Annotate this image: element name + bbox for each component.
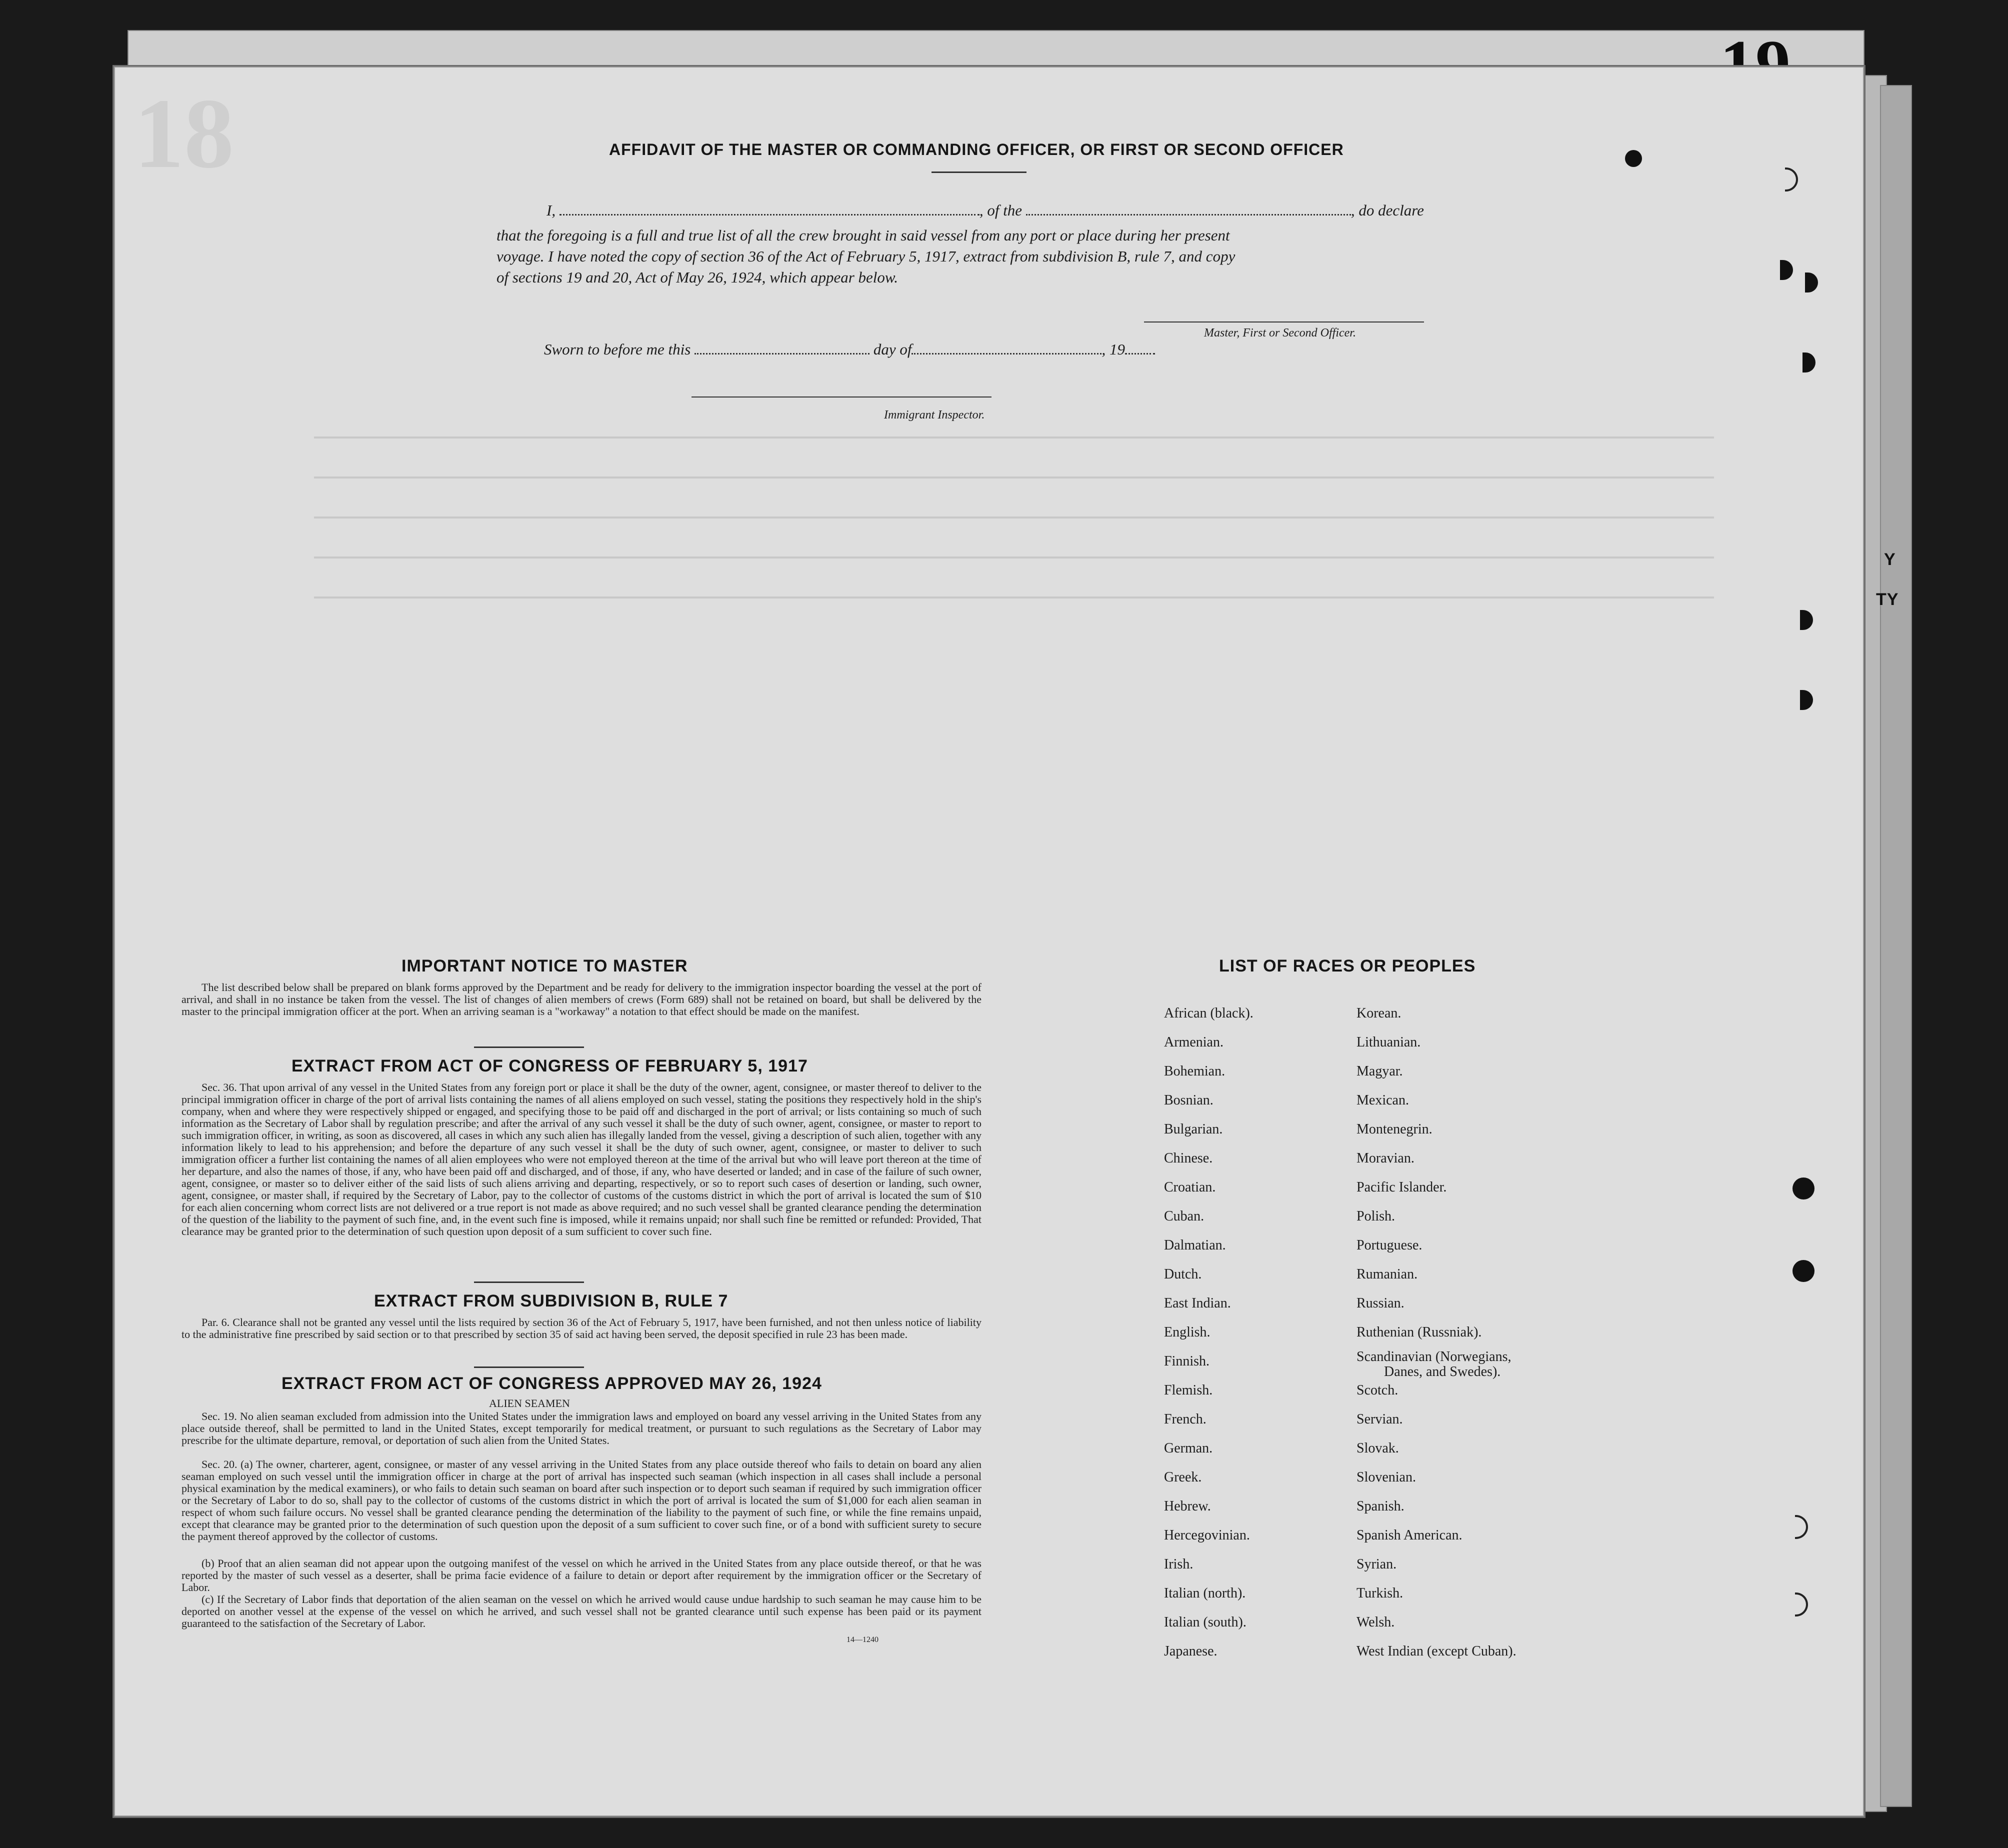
race-item-left: Dalmatian. (1164, 1238, 1226, 1253)
punch-hole (1792, 1260, 1814, 1282)
race-item-left: Dutch. (1164, 1266, 1202, 1282)
race-item-left: Japanese. (1164, 1644, 1218, 1659)
race-item-right: Turkish. (1356, 1586, 1404, 1601)
punch-hole (1792, 1178, 1814, 1200)
race-item-right: Russian. (1356, 1296, 1404, 1311)
race-item-right: Portuguese. (1356, 1238, 1422, 1253)
pronoun-i: I, (546, 202, 556, 219)
race-item-right: Slovenian. (1356, 1470, 1416, 1485)
sworn-text: Sworn to before me this (544, 340, 691, 358)
section-rule (474, 1282, 584, 1283)
race-item-right: Spanish American. (1356, 1528, 1462, 1543)
race-item-left: Italian (south). (1164, 1614, 1246, 1630)
race-item-right: Spanish. (1356, 1498, 1404, 1514)
sworn-year-blank[interactable] (1125, 353, 1155, 354)
race-item-left: Armenian. (1164, 1034, 1224, 1050)
race-item-left: African (black). (1164, 1006, 1254, 1021)
sworn-line (544, 340, 1155, 358)
inspector-signature-line[interactable] (692, 396, 992, 398)
race-item-right: Rumanian. (1356, 1266, 1418, 1282)
bleed-through (314, 516, 1714, 518)
title-underline (932, 172, 1026, 173)
race-item-right: Magyar. (1356, 1064, 1403, 1079)
back-sheet (1880, 85, 1912, 1807)
declaration-line-3: voyage. I have noted the copy of section 36 of the Act of February 5, 1917, extract from subdivision B, rule 7, and copy (496, 248, 1236, 265)
rule7-text: Par. 6. Clearance shall not be granted any vessel until the lists required by section 36 of the Act of February 5, 1917, have been furnished, and not then unless notice of liability to the administrative fine prescribed by said section or to that prescribed by section 35 of said act having been served, the deposit specified in rule 23 has been made. (182, 1316, 982, 1340)
bleed-through (314, 476, 1714, 478)
extract-1924-subtitle: ALIEN SEAMEN (489, 1397, 570, 1410)
race-item-left: French. (1164, 1412, 1206, 1427)
race-item-left: Bulgarian. (1164, 1122, 1223, 1137)
race-item-left: Bohemian. (1164, 1064, 1226, 1079)
edge-tab-text: Y (1884, 550, 1896, 569)
inspector-caption: Immigrant Inspector. (884, 408, 985, 422)
race-item-left: Flemish. (1164, 1382, 1213, 1398)
race-item-left: Hebrew. (1164, 1498, 1211, 1514)
race-item-left: Irish. (1164, 1556, 1194, 1572)
extract-1924-title: EXTRACT FROM ACT OF CONGRESS APPROVED MAY 26, 1924 (282, 1374, 822, 1393)
section-rule (474, 1366, 584, 1368)
race-item-right: Syrian. (1356, 1556, 1397, 1572)
year-text: , 19 (1102, 340, 1125, 358)
sec19-text: Sec. 19. No alien seaman excluded from admission into the United States under the immigration laws and employed on board any vessel arriving in the United States from any place outside thereof, shall be permitted to land in the United States, except temporarily for medical treatment, or pursuant to such regulations as the Secretary of Labor may prescribe for the ultimate departure, removal, or deportation of such alien from the United States. (182, 1410, 982, 1446)
race-item-right-continued: Danes, and Swedes). (1384, 1364, 1501, 1380)
declaration-line-4: of sections 19 and 20, Act of May 26, 1924, which appear below. (496, 268, 898, 286)
race-item-left: Finnish. (1164, 1354, 1210, 1369)
day-of-text: day of (873, 340, 912, 358)
race-item-right: Montenegrin. (1356, 1122, 1432, 1137)
race-item-right: Moravian. (1356, 1150, 1414, 1166)
race-item-left: East Indian. (1164, 1296, 1231, 1311)
race-item-right: Lithuanian. (1356, 1034, 1421, 1050)
sec20c-text: (c) If the Secretary of Labor finds that deportation of the alien seaman on the vessel on which he arrived would cause undue hardship to such seaman he may cause him to be deported on another vessel at the expense of the vessel on which he arrived, and such vessel shall not be granted clearance until such expense has been paid or its payment guaranteed to the satisfaction of the Secretary of Labor. (182, 1593, 982, 1630)
races-title: LIST OF RACES OR PEOPLES (1219, 956, 1476, 976)
bleed-through-number: 18 (134, 78, 234, 189)
extract-1917-title: EXTRACT FROM ACT OF CONGRESS OF FEBRUARY 5, 1917 (292, 1056, 808, 1076)
manifest-page (112, 65, 1866, 1818)
race-item-right: Welsh. (1356, 1614, 1395, 1630)
race-item-left: Chinese. (1164, 1150, 1213, 1166)
sec20a-text: Sec. 20. (a) The owner, charterer, agent, consignee, or master of any vessel arriving in the United States from any place outside thereof who fails to detain on board any alien seaman employed on such vessel until the immigration officer in charge at the port of arrival has inspected such seaman (which inspection in all cases shall include a personal physical examination by the medical examiners), or who fails to detain such seaman on board after such inspection or to deport such seaman if required by such immigration officer or the Secretary of Labor to do so, shall pay to the collector of customs of the customs district in which the port of arrival is located the sum of $1,000 for each alien seaman in respect of whom such failure occurs. No vessel shall be granted clearance pending the determination of the liability to the payment of such fine, or while the fine remains unpaid, except that clearance may be granted prior to the determination of such question upon the deposit of a sum sufficient to cover such fine, or of a bond with sufficient surety to secure the payment thereof approved by the collector of customs. (182, 1458, 982, 1542)
sec20b-text: (b) Proof that an alien seaman did not appear upon the outgoing manifest of the vessel on which he arrived in the United States from any place outside thereof, or that he was reported by the master of such vessel as a deserter, shall be prima facie evidence of a failure to detain or deport after requirement by the immigration officer or the Secretary of Labor. (182, 1557, 982, 1594)
race-item-right: Scandinavian (Norwegians, (1356, 1349, 1512, 1364)
declaration-line-1 (546, 202, 1424, 220)
race-item-left: English. (1164, 1324, 1210, 1340)
race-item-left: Croatian. (1164, 1180, 1216, 1195)
race-item-left: Cuban. (1164, 1208, 1204, 1224)
race-item-right: Mexican. (1356, 1092, 1409, 1108)
section-rule (474, 1046, 584, 1048)
form-number: 14—1240 (846, 1636, 878, 1644)
rule7-title: EXTRACT FROM SUBDIVISION B, RULE 7 (374, 1292, 728, 1310)
declaration-line-2: that the foregoing is a full and true list of all the crew brought in said vessel from any port or place during her present (496, 226, 1230, 244)
vessel-blank[interactable] (1026, 214, 1351, 216)
declare-text: , do declare (1350, 202, 1424, 219)
race-item-right: West Indian (except Cuban). (1356, 1644, 1516, 1659)
notice-text: The list described below shall be prepared on blank forms approved by the Department and be ready for delivery to the immigration inspector boarding the vessel at the port of arrival, and shall in no instance be taken from the vessel. The list of changes of alien members of crews (Form 689) shall not be retained on board, but shall be delivered by the master to the principal immigration officer at the port. When an arriving seaman is a "workaway" a notation to that effect should be made on the manifest. (182, 981, 982, 1018)
race-item-left: Greek. (1164, 1470, 1202, 1485)
name-blank[interactable] (560, 214, 980, 216)
punch-hole (1625, 150, 1642, 167)
affidavit-title: AFFIDAVIT OF THE MASTER OR COMMANDING OFFICER, OR FIRST OR SECOND OFFICER (609, 140, 1344, 158)
of-the-text: , of the (979, 202, 1022, 219)
race-item-left: Bosnian. (1164, 1092, 1214, 1108)
race-item-right: Pacific Islander. (1356, 1180, 1447, 1195)
race-item-right: Polish. (1356, 1208, 1396, 1224)
race-item-right: Servian. (1356, 1412, 1403, 1427)
race-item-left: Hercegovinian. (1164, 1528, 1250, 1543)
sworn-month-blank[interactable] (912, 353, 1102, 354)
race-item-right: Slovak. (1356, 1440, 1399, 1456)
bleed-through (314, 436, 1714, 438)
notice-title: IMPORTANT NOTICE TO MASTER (402, 956, 688, 976)
race-item-right: Korean. (1356, 1006, 1402, 1021)
bleed-through (314, 596, 1714, 598)
master-caption: Master, First or Second Officer. (1204, 326, 1356, 340)
edge-tab-text: TY (1876, 590, 1899, 609)
extract-1917-text: Sec. 36. That upon arrival of any vessel in the United States from any foreign port or place it shall be the duty of the owner, agent, consignee, or master thereof to deliver to the principal immigration officer in charge of the port of arrival lists containing the names of all aliens employed on such vessel, stating the positions they respectively hold in the ship's company, when and where they were respectively shipped or engaged, and specifying those to be paid off and discharged in the port of arrival; or lists containing so much of such information as the Secretary of Labor shall by regulation prescribe; and after the arrival of any such vessel it shall be the duty of such owner, agent, consignee, or master to report to such immigration officer, in writing, as soon as discovered, all cases in which any such alien has illegally landed from the vessel, giving a description of such alien, together with any information likely to lead to his apprehension; and before the departure of any such vessel it shall be the duty of such owner, agent, consignee, or master to deliver to such immigration officer a further list containing the names of all alien employees who were not employed thereon at the time of the arrival but who will leave port thereon at the time of her departure, and also the names of those, if any, who have been paid off and discharged, and of those, if any, who have deserted or landed; and in case of the failure of such owner, agent, consignee, or master so to deliver either of the said lists of such aliens arriving and departing, respectively, or so to report such cases of desertion or landing, such owner, agent, consignee, or master shall, if required by the Secretary of Labor, pay to the collector of customs of the customs district in which the port of arrival is located the sum of $10 for each alien concerning whom correct lists are not delivered or a true report is not made as above required; and no such vessel shall be granted clearance pending the determination of the question of the liability to the payment of such fine, and, in the event such fine is imposed, while it remains unpaid; nor shall such fine be remitted or refunded: Provided, That clearance may be granted prior to the determination of such question upon deposit of a sum sufficient to cover such fine. (182, 1081, 982, 1238)
race-item-right: Ruthenian (Russniak). (1356, 1324, 1482, 1340)
race-item-right: Scotch. (1356, 1382, 1398, 1398)
sworn-day-blank[interactable] (694, 353, 870, 354)
race-item-left: Italian (north). (1164, 1586, 1246, 1601)
bleed-through (314, 556, 1714, 558)
race-item-left: German. (1164, 1440, 1213, 1456)
